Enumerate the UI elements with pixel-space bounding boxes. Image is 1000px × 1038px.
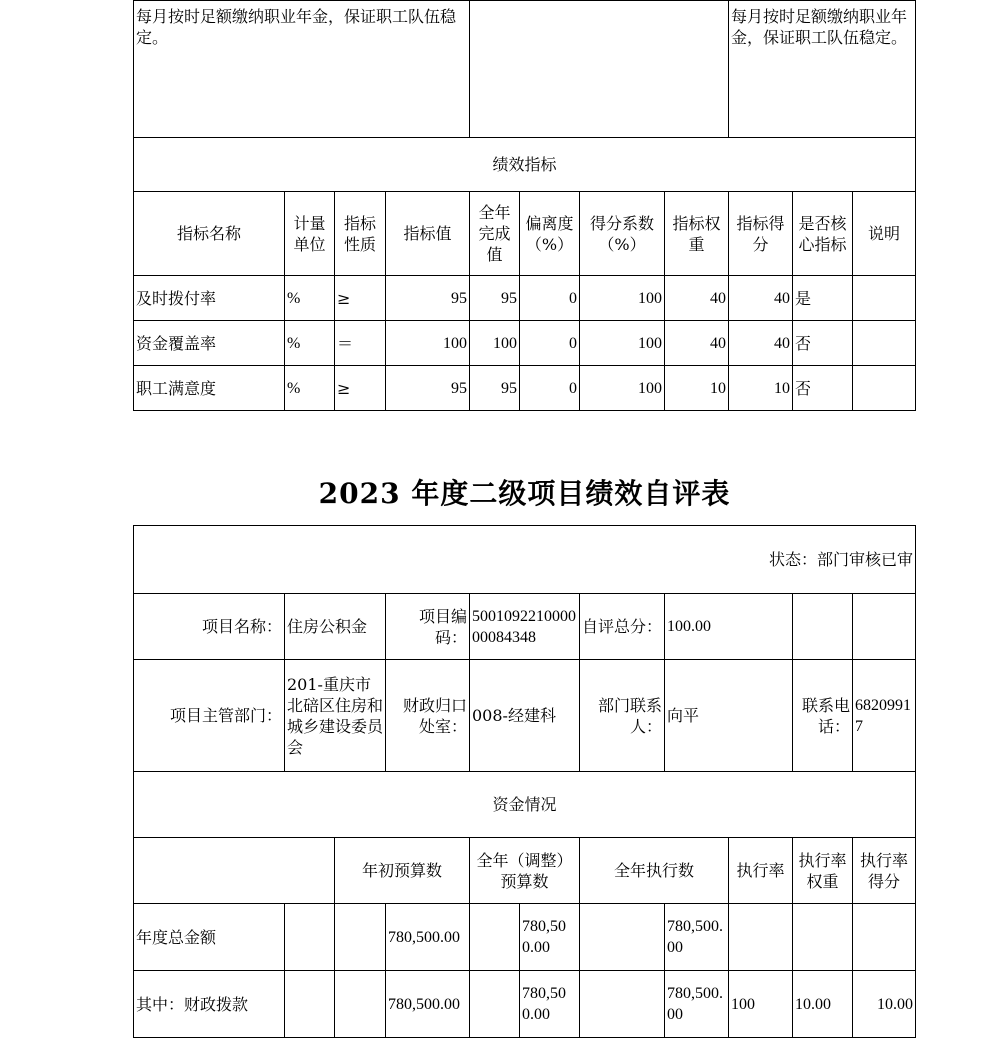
funds-adjusted: 780,500.00 xyxy=(520,971,580,1038)
indicator-note xyxy=(853,276,916,321)
header-score: 指标得分 xyxy=(729,192,793,276)
indicator-target: 95 xyxy=(386,276,470,321)
header-deviation: 偏离度（%） xyxy=(520,192,580,276)
funds-weight xyxy=(793,904,853,971)
dept-value: 201-重庆市北碚区住房和城乡建设委员会 xyxy=(285,660,386,772)
project-self-evaluation-table xyxy=(133,525,916,1038)
indicator-name: 职工满意度 xyxy=(134,366,285,411)
table-row xyxy=(134,904,916,971)
annual-goal-cell: 每月按时足额缴纳职业年金，保证职工队伍稳定。 xyxy=(134,1,470,138)
funds-adjusted: 780,500.00 xyxy=(520,904,580,971)
funds-header-score: 执行率得分 xyxy=(853,838,916,904)
status-badge: 状态：部门审核已审 xyxy=(134,526,916,594)
empty-cell xyxy=(285,971,335,1038)
empty-cell xyxy=(853,594,916,660)
empty-cell xyxy=(470,904,520,971)
phone-value: 68209917 xyxy=(853,660,916,772)
indicator-actual: 95 xyxy=(470,366,520,411)
indicator-actual: 100 xyxy=(470,321,520,366)
indicator-nature: ≥ xyxy=(335,366,386,411)
funds-executed: 780,500.00 xyxy=(665,904,729,971)
funds-header-blank xyxy=(134,838,335,904)
empty-cell xyxy=(580,904,665,971)
actual-result-cell: 每月按时足额缴纳职业年金，保证职工队伍稳定。 xyxy=(729,1,916,138)
funds-row-label: 年度总金额 xyxy=(134,904,285,971)
table-row xyxy=(134,321,916,366)
funds-initial: 780,500.00 xyxy=(386,971,470,1038)
funds-initial: 780,500.00 xyxy=(386,904,470,971)
funds-header-rate: 执行率 xyxy=(729,838,793,904)
empty-cell xyxy=(335,971,386,1038)
header-indicator-name: 指标名称 xyxy=(134,192,285,276)
indicator-coefficient: 100 xyxy=(580,321,665,366)
indicator-core: 是 xyxy=(793,276,853,321)
funds-rate xyxy=(729,904,793,971)
header-score-coefficient: 得分系数（%） xyxy=(580,192,665,276)
empty-cell xyxy=(470,971,520,1038)
project-name-label: 项目名称： xyxy=(134,594,285,660)
indicator-score: 40 xyxy=(729,321,793,366)
empty-cell xyxy=(580,971,665,1038)
funds-rate: 100 xyxy=(729,971,793,1038)
indicator-note xyxy=(853,321,916,366)
table-row xyxy=(134,366,916,411)
header-core-indicator: 是否核心指标 xyxy=(793,192,853,276)
indicator-note xyxy=(853,366,916,411)
project-name-value: 住房公积金 xyxy=(285,594,386,660)
indicator-nature: ＝ xyxy=(335,321,386,366)
project-code-label: 项目编码： xyxy=(386,594,470,660)
header-target-value: 指标值 xyxy=(386,192,470,276)
funds-row-label: 其中：财政拨款 xyxy=(134,971,285,1038)
indicator-name: 及时拨付率 xyxy=(134,276,285,321)
indicator-name: 资金覆盖率 xyxy=(134,321,285,366)
indicator-core: 否 xyxy=(793,321,853,366)
empty-cell xyxy=(793,594,853,660)
dept-label: 项目主管部门： xyxy=(134,660,285,772)
empty-cell xyxy=(335,904,386,971)
header-unit: 计量单位 xyxy=(285,192,335,276)
indicator-deviation: 0 xyxy=(520,276,580,321)
funds-header-executed: 全年执行数 xyxy=(580,838,729,904)
self-score-value: 100.00 xyxy=(665,594,793,660)
indicator-unit: % xyxy=(285,366,335,411)
indicator-unit: % xyxy=(285,321,335,366)
funds-score: 10.00 xyxy=(853,971,916,1038)
indicator-score: 40 xyxy=(729,276,793,321)
indicator-actual: 95 xyxy=(470,276,520,321)
empty-cell xyxy=(285,904,335,971)
indicator-target: 95 xyxy=(386,366,470,411)
indicator-nature: ≥ xyxy=(335,276,386,321)
funds-header-initial: 年初预算数 xyxy=(335,838,470,904)
empty-goal-cell xyxy=(470,1,729,138)
funds-header-adjusted: 全年（调整）预算数 xyxy=(470,838,580,904)
indicator-score: 10 xyxy=(729,366,793,411)
phone-label: 联系电话： xyxy=(793,660,853,772)
indicator-target: 100 xyxy=(386,321,470,366)
indicator-coefficient: 100 xyxy=(580,276,665,321)
funds-score xyxy=(853,904,916,971)
indicator-weight: 40 xyxy=(665,321,729,366)
performance-indicator-table xyxy=(133,0,916,411)
funds-weight: 10.00 xyxy=(793,971,853,1038)
header-actual-value: 全年完成值 xyxy=(470,192,520,276)
indicator-weight: 10 xyxy=(665,366,729,411)
indicator-deviation: 0 xyxy=(520,366,580,411)
header-note: 说明 xyxy=(853,192,916,276)
indicator-deviation: 0 xyxy=(520,321,580,366)
indicator-weight: 40 xyxy=(665,276,729,321)
indicator-core: 否 xyxy=(793,366,853,411)
project-code-value: 500109221000000084348 xyxy=(470,594,580,660)
table-row xyxy=(134,276,916,321)
funds-section-title: 资金情况 xyxy=(134,772,916,838)
table-row xyxy=(134,971,916,1038)
page-title: 2023 年度二级项目绩效自评表 xyxy=(318,477,731,510)
self-score-label: 自评总分： xyxy=(580,594,665,660)
indicator-coefficient: 100 xyxy=(580,366,665,411)
funds-header-weight: 执行率权重 xyxy=(793,838,853,904)
finance-office-label: 财政归口处室： xyxy=(386,660,470,772)
contact-label: 部门联系人： xyxy=(580,660,665,772)
contact-value: 向平 xyxy=(665,660,793,772)
indicator-section-title: 绩效指标 xyxy=(134,138,916,192)
header-nature: 指标性质 xyxy=(335,192,386,276)
finance-office-value: 008-经建科 xyxy=(470,660,580,772)
header-weight: 指标权重 xyxy=(665,192,729,276)
funds-executed: 780,500.00 xyxy=(665,971,729,1038)
indicator-unit: % xyxy=(285,276,335,321)
